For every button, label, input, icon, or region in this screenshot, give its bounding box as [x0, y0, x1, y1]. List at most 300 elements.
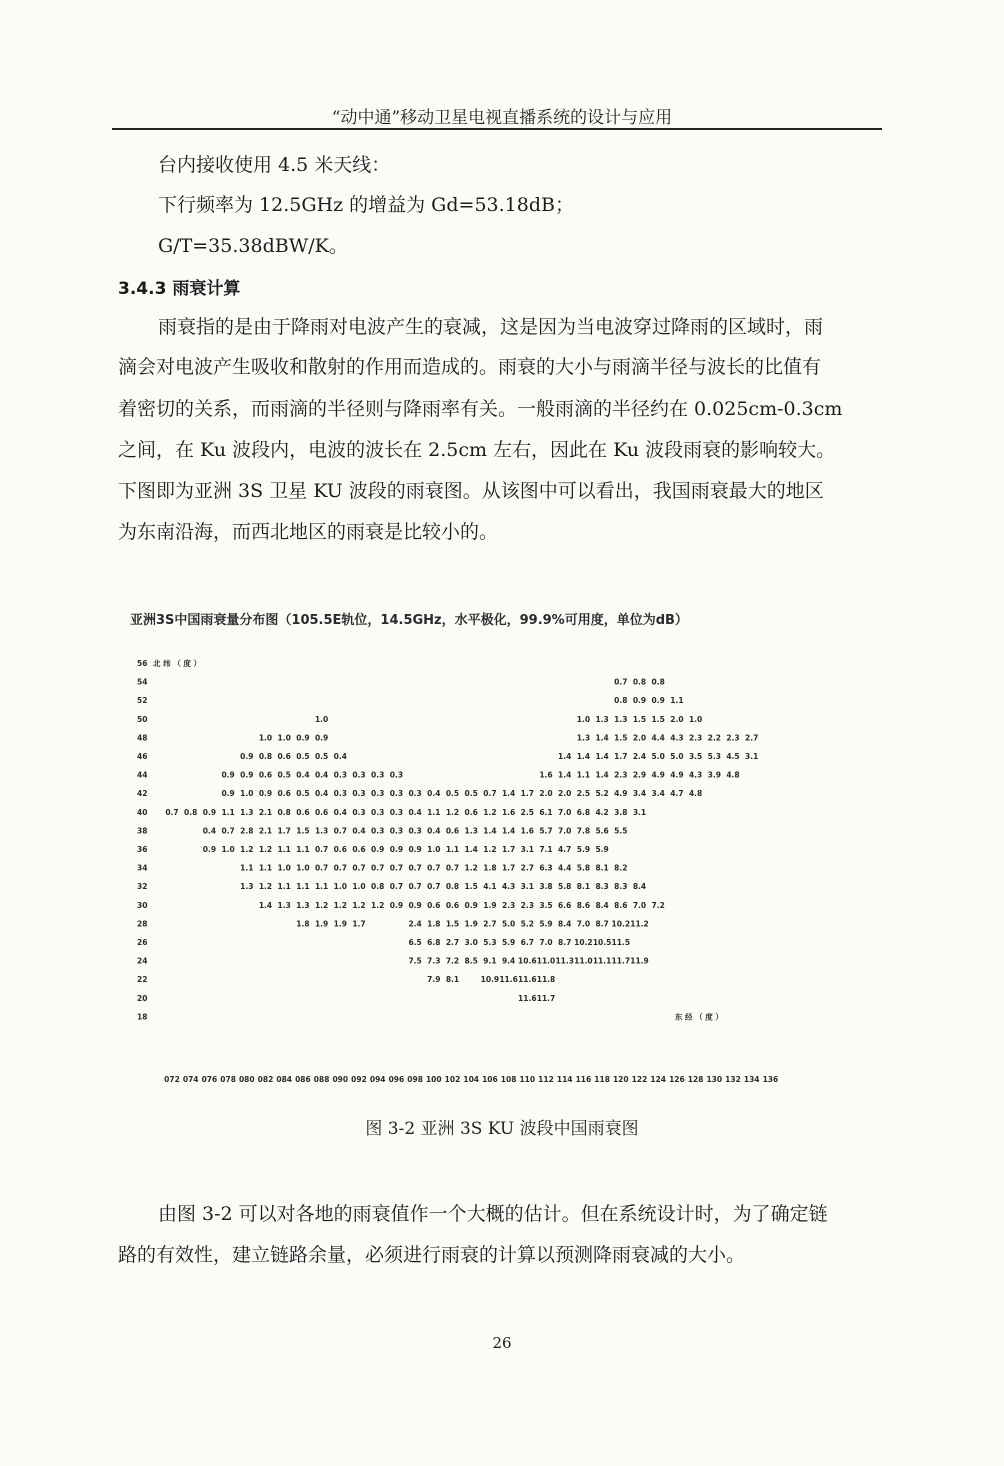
data-cell: 0.8 [371, 882, 385, 892]
data-cell: 1.4 [464, 845, 478, 854]
x-tick-label: 084 [276, 1075, 293, 1084]
data-cell: 0.9 [389, 845, 404, 854]
data-cell: 1.8 [427, 919, 441, 929]
data-cell: 0.6 [277, 752, 291, 761]
x-tick-label: 092 [351, 1075, 367, 1084]
rain-attenuation-chart [125, 648, 865, 1088]
y-tick-label: 18 [137, 1012, 148, 1022]
data-cell: 1.9 [314, 919, 329, 929]
paragraph-line: 路的有效性，建立链路余量，必须进行雨衰的计算以预测降雨衰减的大小。 [118, 1244, 746, 1266]
data-cell: 1.1 [240, 863, 254, 873]
data-cell: 0.3 [352, 770, 366, 780]
data-cell: 0.3 [352, 789, 366, 799]
x-tick-label: 074 [182, 1075, 199, 1084]
data-cell: 1.7 [501, 845, 516, 854]
data-cell: 0.7 [427, 863, 441, 873]
data-cell: 1.3 [277, 900, 291, 910]
data-cell: 4.8 [688, 789, 703, 799]
data-cell: 6.6 [558, 900, 572, 910]
data-cell: 1.5 [632, 714, 647, 724]
data-cell: 4.4 [558, 863, 572, 873]
data-cell: 2.0 [670, 714, 684, 724]
x-tick-label: 080 [238, 1075, 255, 1084]
data-cell: 1.7 [501, 863, 516, 873]
data-cell: 0.9 [202, 807, 217, 817]
data-cell: 7.5 [408, 956, 422, 966]
data-cell: 5.0 [670, 752, 684, 761]
data-cell: 8.3 [595, 882, 609, 892]
data-cell: 1.5 [445, 919, 460, 929]
data-cell: 0.4 [314, 770, 329, 780]
data-cell: 1.0 [333, 882, 347, 892]
data-cell: 11.6 [518, 993, 537, 1003]
data-cell: 0.3 [389, 789, 404, 799]
data-cell: 0.7 [445, 863, 460, 873]
data-cell: 9.4 [501, 956, 516, 966]
data-cell: 3.1 [632, 807, 647, 817]
data-cell: 1.9 [333, 919, 347, 929]
x-tick-label: 116 [575, 1075, 592, 1084]
y-axis-label: 北 纬 （ 度 ） [153, 659, 201, 668]
y-tick-label: 48 [137, 733, 148, 743]
y-tick-label: 42 [137, 789, 148, 799]
data-cell: 1.7 [520, 789, 534, 799]
data-cell: 0.3 [371, 826, 385, 836]
x-tick-label: 130 [706, 1075, 723, 1084]
data-cell: 2.2 [707, 733, 721, 743]
data-cell: 1.3 [240, 882, 254, 892]
x-tick-label: 120 [612, 1075, 629, 1084]
data-cell: 1.0 [221, 845, 235, 854]
data-cell: 2.0 [558, 789, 572, 799]
data-cell: 10.2 [574, 938, 593, 947]
data-cell: 1.5 [464, 882, 478, 892]
data-cell: 0.3 [389, 770, 404, 780]
data-cell: 1.1 [221, 807, 235, 817]
data-cell: 1.0 [576, 714, 591, 724]
data-cell: 1.2 [371, 900, 385, 910]
data-cell: 0.9 [651, 696, 665, 706]
data-cell: 3.1 [520, 882, 534, 892]
data-cell: 3.5 [539, 900, 553, 910]
data-cell: 0.7 [352, 863, 366, 873]
data-cell: 1.0 [277, 733, 291, 743]
data-cell: 0.3 [389, 826, 404, 836]
data-cell: 11.0 [536, 956, 556, 966]
data-cell: 8.5 [464, 956, 478, 966]
data-cell: 1.3 [576, 733, 591, 743]
data-cell: 1.4 [576, 752, 591, 761]
page-number: 26 [492, 1334, 512, 1352]
data-cell: 6.5 [408, 938, 422, 947]
y-tick-label: 50 [137, 714, 148, 724]
data-cell: 1.3 [614, 714, 628, 724]
data-cell: 11.7 [611, 956, 631, 966]
data-cell: 7.0 [576, 919, 591, 929]
data-cell: 0.9 [258, 789, 273, 799]
data-cell: 1.5 [651, 714, 665, 724]
data-cell: 2.0 [539, 789, 553, 799]
data-cell: 5.5 [614, 826, 628, 836]
data-cell: 0.7 [389, 882, 404, 892]
y-tick-label: 28 [137, 919, 148, 929]
data-cell: 1.4 [258, 900, 273, 910]
data-cell: 1.4 [558, 770, 572, 780]
data-cell: 2.3 [688, 733, 703, 743]
data-cell: 8.2 [614, 863, 628, 873]
data-cell: 8.4 [595, 900, 609, 910]
data-cell: 0.4 [314, 789, 329, 799]
data-cell: 0.9 [371, 845, 385, 854]
data-cell: 4.3 [670, 733, 684, 743]
x-tick-label: 136 [762, 1075, 779, 1084]
data-cell: 1.2 [464, 863, 478, 873]
data-cell: 1.4 [595, 752, 609, 761]
data-cell: 6.8 [427, 938, 441, 947]
data-cell: 0.9 [314, 733, 329, 743]
data-cell: 0.4 [408, 807, 422, 817]
data-cell: 0.4 [202, 826, 217, 836]
data-cell: 0.3 [389, 807, 404, 817]
data-cell: 11.3 [555, 956, 574, 966]
data-cell: 0.6 [333, 845, 347, 854]
data-cell: 0.6 [464, 807, 478, 817]
data-cell: 1.7 [352, 919, 366, 929]
data-cell: 1.0 [427, 845, 441, 854]
x-tick-label: 126 [669, 1075, 685, 1084]
data-cell: 3.4 [651, 789, 665, 799]
data-cell: 5.2 [595, 789, 609, 799]
data-cell: 0.8 [445, 882, 460, 892]
x-tick-label: 076 [201, 1075, 218, 1084]
data-cell: 1.0 [240, 789, 254, 799]
data-cell: 0.9 [632, 696, 647, 706]
data-cell: 11.5 [611, 938, 631, 947]
data-cell: 1.1 [314, 882, 329, 892]
paragraph-line: 下图即为亚洲 3S 卫星 KU 波段的雨衰图。从该图中可以看出，我国雨衰最大的地区 [118, 480, 824, 502]
data-cell: 0.9 [240, 770, 254, 780]
x-tick-label: 132 [725, 1075, 741, 1084]
data-cell: 3.1 [520, 845, 534, 854]
y-tick-label: 54 [137, 677, 148, 687]
section-heading: 3.4.3 雨衰计算 [118, 279, 241, 299]
data-cell: 1.6 [539, 770, 553, 780]
x-tick-label: 128 [687, 1075, 704, 1084]
data-cell: 2.1 [258, 807, 273, 817]
data-cell: 0.7 [333, 863, 347, 873]
x-tick-label: 072 [164, 1075, 180, 1084]
data-cell: 11.7 [536, 993, 556, 1003]
x-tick-label: 078 [220, 1075, 236, 1084]
data-cell: 0.8 [184, 807, 198, 817]
data-cell: 0.9 [464, 900, 478, 910]
data-cell: 4.8 [726, 770, 740, 780]
data-cell: 1.8 [296, 919, 310, 929]
data-cell: 10.2 [611, 919, 631, 929]
data-cell: 1.4 [501, 826, 516, 836]
chart-title: 亚洲3S中国雨衰量分布图（105.5E轨位，14.5GHz，水平极化，99.9%可用度，单位为dB） [130, 613, 688, 628]
data-cell: 2.9 [632, 770, 647, 780]
data-cell: 0.9 [408, 900, 422, 910]
data-cell: 11.6 [499, 975, 518, 985]
data-cell: 5.7 [539, 826, 553, 836]
data-cell: 0.7 [371, 863, 385, 873]
data-cell: 0.7 [483, 789, 497, 799]
data-cell: 8.1 [445, 975, 460, 985]
data-cell: 0.7 [427, 882, 441, 892]
data-cell: 5.0 [501, 919, 516, 929]
x-tick-label: 090 [332, 1075, 349, 1084]
data-cell: 8.1 [576, 882, 591, 892]
data-cell: 1.2 [240, 845, 254, 854]
data-cell: 6.7 [520, 938, 534, 947]
x-tick-label: 102 [444, 1075, 461, 1084]
data-cell: 1.1 [277, 882, 291, 892]
data-cell: 1.3 [296, 900, 310, 910]
data-cell: 0.4 [352, 826, 366, 836]
data-cell: 1.0 [277, 863, 291, 873]
data-cell: 7.1 [539, 845, 553, 854]
data-cell: 4.5 [726, 752, 740, 761]
running-header: “动中通”移动卫星电视直播系统的设计与应用 [331, 108, 673, 128]
data-cell: 0.5 [445, 789, 460, 799]
data-cell: 10.9 [480, 975, 500, 985]
data-cell: 1.7 [277, 826, 291, 836]
data-cell: 1.3 [464, 826, 478, 836]
data-cell: 1.1 [296, 845, 310, 854]
data-cell: 1.8 [483, 863, 497, 873]
data-cell: 1.1 [427, 807, 441, 817]
data-cell: 4.4 [651, 733, 665, 743]
data-cell: 1.4 [595, 733, 609, 743]
data-cell: 2.5 [576, 789, 591, 799]
data-cell: 0.9 [240, 752, 254, 761]
data-cell: 2.3 [520, 900, 534, 910]
data-cell: 0.5 [296, 752, 310, 761]
data-cell: 1.1 [670, 696, 684, 706]
data-cell: 0.7 [389, 863, 404, 873]
data-cell: 0.3 [371, 789, 385, 799]
data-cell: 2.7 [445, 938, 460, 947]
data-cell: 11.6 [518, 975, 537, 985]
data-cell: 10.6 [518, 956, 537, 966]
data-cell: 1.1 [576, 770, 591, 780]
data-cell: 0.9 [296, 733, 310, 743]
data-cell: 5.9 [539, 919, 553, 929]
text-line-gain: 下行频率为 12.5GHz 的增益为 Gd=53.18dB； [158, 194, 574, 216]
data-cell: 1.3 [240, 807, 254, 817]
data-cell: 1.4 [558, 752, 572, 761]
data-cell: 8.7 [558, 938, 572, 947]
data-cell: 8.3 [614, 882, 628, 892]
header-rule [112, 128, 882, 130]
data-cell: 1.3 [595, 714, 609, 724]
paragraph-line: 由图 3-2 可以对各地的雨衰值作一个大概的估计。但在系统设计时，为了确定链 [158, 1203, 828, 1225]
data-cell: 1.2 [258, 882, 273, 892]
data-cell: 1.3 [314, 826, 329, 836]
data-cell: 3.9 [707, 770, 721, 780]
data-cell: 4.7 [558, 845, 572, 854]
data-cell: 0.5 [277, 770, 291, 780]
data-cell: 5.9 [595, 845, 609, 854]
data-cell: 1.2 [483, 807, 497, 817]
x-tick-label: 096 [388, 1075, 405, 1084]
data-cell: 1.0 [688, 714, 703, 724]
data-cell: 0.7 [165, 807, 179, 817]
data-cell: 1.0 [352, 882, 366, 892]
data-cell: 0.6 [352, 845, 366, 854]
data-cell: 0.4 [296, 770, 310, 780]
x-tick-label: 104 [463, 1075, 480, 1084]
data-cell: 0.6 [314, 807, 329, 817]
x-tick-label: 118 [594, 1075, 610, 1084]
data-cell: 2.4 [408, 919, 422, 929]
data-cell: 2.7 [520, 863, 534, 873]
data-cell: 2.0 [632, 733, 647, 743]
data-cell: 0.8 [277, 807, 291, 817]
data-cell: 7.0 [539, 938, 553, 947]
data-cell: 10.5 [592, 938, 612, 947]
data-cell: 0.7 [408, 863, 422, 873]
paragraph-line: 雨衰指的是由于降雨对电波产生的衰减，这是因为当电波穿过降雨的区域时，雨 [158, 316, 824, 338]
data-cell: 7.8 [576, 826, 591, 836]
data-cell: 0.3 [371, 807, 385, 817]
data-cell: 8.6 [614, 900, 628, 910]
data-cell: 1.2 [352, 900, 366, 910]
data-cell: 7.2 [651, 900, 665, 910]
data-cell: 0.7 [314, 863, 329, 873]
data-cell: 4.3 [688, 770, 703, 780]
paragraph-line: 滴会对电波产生吸收和散射的作用而造成的。雨衰的大小与雨滴半径与波长的比值有 [118, 356, 822, 378]
data-cell: 0.6 [277, 789, 291, 799]
data-cell: 0.3 [333, 770, 347, 780]
data-cell: 1.7 [614, 752, 628, 761]
data-cell: 2.7 [483, 919, 497, 929]
data-cell: 0.9 [389, 900, 404, 910]
data-cell: 1.2 [445, 807, 460, 817]
data-cell: 11.2 [630, 919, 649, 929]
data-cell: 1.4 [483, 826, 497, 836]
y-tick-label: 24 [137, 956, 148, 966]
data-cell: 1.1 [445, 845, 460, 854]
data-cell: 0.8 [651, 677, 665, 687]
data-cell: 5.3 [707, 752, 721, 761]
data-cell: 0.7 [314, 845, 329, 854]
data-cell: 0.5 [296, 789, 310, 799]
data-cell: 11.8 [536, 975, 556, 985]
x-tick-label: 108 [500, 1075, 517, 1084]
y-tick-label: 34 [137, 863, 148, 873]
data-cell: 1.4 [501, 789, 516, 799]
data-cell: 3.0 [464, 938, 478, 947]
data-cell: 2.4 [632, 752, 647, 761]
data-cell: 7.9 [427, 975, 441, 985]
data-cell: 1.5 [614, 733, 628, 743]
data-cell: 7.0 [558, 807, 572, 817]
x-tick-label: 082 [257, 1075, 274, 1084]
data-cell: 2.3 [726, 733, 740, 743]
x-tick-label: 100 [425, 1075, 442, 1084]
data-cell: 4.1 [483, 882, 497, 892]
y-tick-label: 22 [137, 975, 148, 985]
data-cell: 8.6 [576, 900, 591, 910]
data-cell: 0.8 [258, 752, 273, 761]
data-cell: 0.8 [614, 696, 628, 706]
x-tick-label: 122 [631, 1075, 648, 1084]
x-tick-label: 112 [538, 1075, 554, 1084]
data-cell: 1.9 [483, 900, 497, 910]
data-cell: 6.8 [576, 807, 591, 817]
data-cell: 0.3 [371, 770, 385, 780]
data-cell: 3.8 [539, 882, 553, 892]
data-cell: 8.7 [595, 919, 609, 929]
data-cell: 3.5 [688, 752, 703, 761]
data-cell: 4.7 [670, 789, 684, 799]
data-cell: 3.8 [614, 807, 628, 817]
data-cell: 0.6 [427, 900, 441, 910]
data-cell: 1.2 [314, 900, 329, 910]
paragraph-line: 之间，在 Ku 波段内，电波的波长在 2.5cm 左右，因此在 Ku 波段雨衰的影响较大。 [118, 439, 836, 461]
y-tick-label: 44 [137, 770, 148, 780]
figure-caption: 图 3-2 亚洲 3S KU 波段中国雨衰图 [365, 1119, 639, 1139]
data-cell: 2.7 [745, 733, 759, 743]
text-line-antenna: 台内接收使用 4.5 米天线： [158, 154, 391, 176]
data-cell: 1.1 [296, 882, 310, 892]
data-cell: 0.9 [408, 845, 422, 854]
data-cell: 1.1 [258, 863, 273, 873]
y-tick-label: 20 [137, 993, 148, 1003]
y-tick-label: 40 [137, 807, 148, 817]
data-cell: 6.3 [539, 863, 553, 873]
y-tick-label: 32 [137, 882, 148, 892]
data-cell: 4.9 [614, 789, 628, 799]
data-cell: 4.9 [651, 770, 665, 780]
data-cell: 5.9 [576, 845, 591, 854]
data-cell: 3.1 [745, 752, 759, 761]
data-cell: 0.4 [333, 752, 347, 761]
paragraph-line: 着密切的关系，而雨滴的半径则与降雨率有关。一般雨滴的半径约在 0.025cm-0.3cm [118, 398, 843, 420]
data-cell: 3.4 [632, 789, 647, 799]
data-cell: 0.3 [408, 789, 422, 799]
data-cell: 0.4 [427, 789, 441, 799]
data-cell: 2.5 [520, 807, 534, 817]
data-cell: 8.4 [558, 919, 572, 929]
y-tick-label: 46 [137, 752, 148, 761]
data-cell: 0.9 [221, 789, 235, 799]
y-tick-label: 26 [137, 938, 148, 947]
data-cell: 7.2 [445, 956, 460, 966]
data-cell: 0.6 [258, 770, 273, 780]
x-tick-label: 134 [743, 1075, 760, 1084]
data-cell: 0.3 [352, 807, 366, 817]
data-cell: 1.9 [464, 919, 478, 929]
data-cell: 0.5 [464, 789, 478, 799]
data-cell: 5.0 [651, 752, 665, 761]
x-tick-label: 086 [295, 1075, 311, 1084]
data-cell: 7.3 [427, 956, 441, 966]
data-cell: 1.1 [277, 845, 291, 854]
data-cell: 0.7 [408, 882, 422, 892]
data-cell: 1.6 [520, 826, 534, 836]
data-cell: 1.2 [258, 845, 273, 854]
x-tick-label: 088 [313, 1075, 330, 1084]
data-cell: 0.6 [296, 807, 310, 817]
y-tick-label: 36 [137, 845, 148, 854]
y-tick-label: 38 [137, 826, 148, 836]
y-tick-label: 52 [137, 696, 148, 706]
x-tick-label: 094 [369, 1075, 386, 1084]
data-cell: 0.3 [333, 789, 347, 799]
